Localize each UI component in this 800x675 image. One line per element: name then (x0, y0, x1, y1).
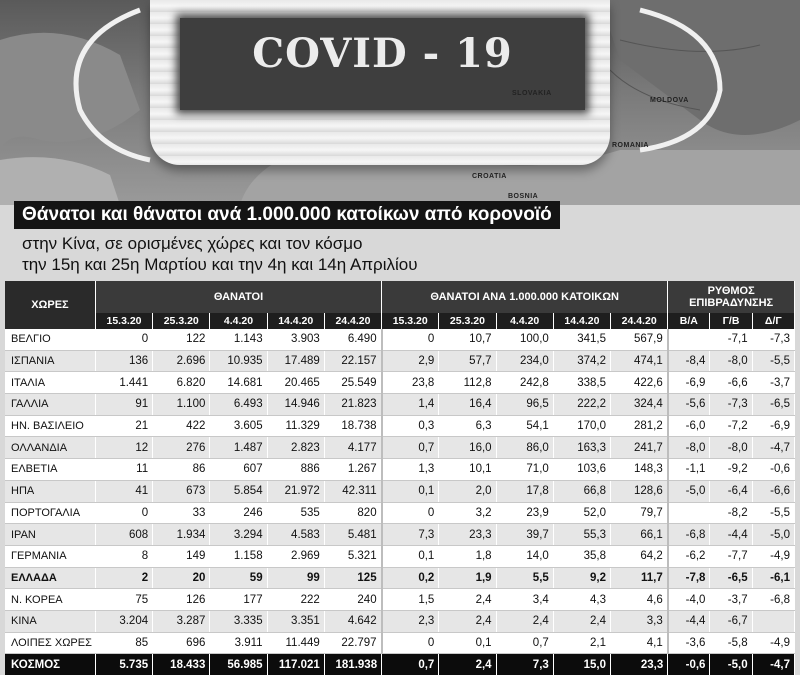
per-million-cell: 103,6 (553, 459, 610, 481)
deaths-cell: 5.481 (324, 524, 381, 546)
deaths-cell: 673 (153, 480, 210, 502)
deaths-cell: 6.490 (324, 329, 381, 350)
rate-cell: -6,8 (752, 589, 794, 611)
total-per-million-cell: 7,3 (496, 654, 553, 675)
header-date: 14.4.20 (553, 313, 610, 329)
per-million-cell: 39,7 (496, 524, 553, 546)
rate-cell: -8,0 (710, 350, 752, 372)
deaths-cell: 10.935 (210, 350, 267, 372)
date-header-row (5, 313, 795, 329)
per-million-cell: 23,8 (382, 372, 439, 394)
deaths-cell: 177 (210, 589, 267, 611)
deaths-cell: 3.294 (210, 524, 267, 546)
table-row (5, 329, 795, 350)
per-million-cell: 3,3 (611, 610, 668, 632)
country-name: ΟΛΛΑΝΔΙΑ (5, 437, 95, 459)
table-row (5, 632, 795, 654)
total-rate-cell: -5,0 (710, 654, 752, 675)
per-million-cell: 79,7 (611, 502, 668, 524)
map-region (0, 157, 120, 205)
per-million-cell: 96,5 (496, 394, 553, 416)
header-date: 15.3.20 (382, 313, 439, 329)
deaths-cell: 3.605 (210, 415, 267, 437)
per-million-cell: 374,2 (553, 350, 610, 372)
deaths-cell: 4.177 (324, 437, 381, 459)
header-deaths: ΘΑΝΑΤΟΙ (95, 281, 381, 313)
per-million-cell: 1,4 (382, 394, 439, 416)
rate-cell: -7,2 (710, 415, 752, 437)
table-row (5, 589, 795, 611)
rate-cell: -3,7 (710, 589, 752, 611)
per-million-cell: 86,0 (496, 437, 553, 459)
per-million-cell: 5,5 (496, 567, 553, 589)
deaths-cell: 18.738 (324, 415, 381, 437)
rate-cell: -4,9 (752, 545, 794, 567)
map-label: BOSNIA (508, 193, 539, 200)
per-million-cell: 281,2 (611, 415, 668, 437)
rate-cell: -3,6 (668, 632, 710, 654)
chart-title: Θάνατοι και θάνατοι ανά 1.000.000 κατοίκων από κορονοϊό (14, 201, 560, 229)
deaths-cell: 21.823 (324, 394, 381, 416)
map-label: CROATIA (472, 173, 507, 180)
per-million-cell: 1,5 (382, 589, 439, 611)
deaths-cell: 86 (153, 459, 210, 481)
per-million-cell: 55,3 (553, 524, 610, 546)
deaths-cell: 1.934 (153, 524, 210, 546)
rate-cell: -6,9 (668, 372, 710, 394)
per-million-cell: 2,4 (553, 610, 610, 632)
rate-cell: -4,0 (668, 589, 710, 611)
rate-cell: -6,1 (752, 567, 794, 589)
per-million-cell: 241,7 (611, 437, 668, 459)
deaths-cell: 6.820 (153, 372, 210, 394)
per-million-cell: 222,2 (553, 394, 610, 416)
header-date: 25.3.20 (439, 313, 496, 329)
total-deaths-cell: 181.938 (324, 654, 381, 675)
deaths-cell: 0 (95, 329, 152, 350)
table-row (5, 610, 795, 632)
deaths-cell: 4.583 (267, 524, 324, 546)
map-label: ROMANIA (612, 142, 649, 149)
per-million-cell: 341,5 (553, 329, 610, 350)
deaths-cell: 3.287 (153, 610, 210, 632)
rate-cell (752, 610, 794, 632)
rate-cell: -9,2 (710, 459, 752, 481)
per-million-cell: 1,8 (439, 545, 496, 567)
per-million-cell: 4,6 (611, 589, 668, 611)
country-name: ΙΣΠΑΝΙΑ (5, 350, 95, 372)
country-name: ΚΙΝΑ (5, 610, 95, 632)
rate-cell: -6,2 (668, 545, 710, 567)
rate-cell: -8,4 (668, 350, 710, 372)
table-body (5, 329, 795, 654)
rate-cell: -6,5 (752, 394, 794, 416)
deaths-cell: 3.903 (267, 329, 324, 350)
header-date: 24.4.20 (324, 313, 381, 329)
table-row (5, 415, 795, 437)
deaths-cell: 696 (153, 632, 210, 654)
per-million-cell: 234,0 (496, 350, 553, 372)
deaths-cell: 276 (153, 437, 210, 459)
country-name: ΕΛΛΑΔΑ (5, 567, 95, 589)
total-rate-cell: -4,7 (752, 654, 794, 675)
header-date: 4.4.20 (496, 313, 553, 329)
per-million-cell: 324,4 (611, 394, 668, 416)
per-million-cell: 16,0 (439, 437, 496, 459)
rate-cell (668, 329, 710, 350)
header-date: 15.3.20 (95, 313, 152, 329)
banner-title: COVID - 19 (252, 30, 513, 77)
deaths-cell: 14.681 (210, 372, 267, 394)
per-million-cell: 10,7 (439, 329, 496, 350)
per-million-cell: 0 (382, 502, 439, 524)
rate-cell: -5,0 (752, 524, 794, 546)
per-million-cell: 0,7 (382, 437, 439, 459)
country-name: ΠΟΡΤΟΓΑΛΙΑ (5, 502, 95, 524)
per-million-cell: 10,1 (439, 459, 496, 481)
per-million-cell: 35,8 (553, 545, 610, 567)
deaths-cell: 21 (95, 415, 152, 437)
deaths-cell: 20.465 (267, 372, 324, 394)
deaths-cell: 59 (210, 567, 267, 589)
rate-cell: -7,1 (710, 329, 752, 350)
per-million-cell: 11,7 (611, 567, 668, 589)
per-million-cell: 0,3 (382, 415, 439, 437)
deaths-cell: 2.969 (267, 545, 324, 567)
rate-cell: -6,4 (710, 480, 752, 502)
deaths-cell: 2.696 (153, 350, 210, 372)
map-label: SLOVAKIA (512, 90, 552, 97)
per-million-cell: 16,4 (439, 394, 496, 416)
deaths-cell: 21.972 (267, 480, 324, 502)
deaths-table (5, 281, 795, 675)
rate-cell: -7,8 (668, 567, 710, 589)
per-million-cell: 338,5 (553, 372, 610, 394)
deaths-cell: 6.493 (210, 394, 267, 416)
per-million-cell: 242,8 (496, 372, 553, 394)
deaths-cell: 240 (324, 589, 381, 611)
header-rate-column: Γ/Β (710, 313, 752, 329)
per-million-cell: 0,1 (382, 480, 439, 502)
total-deaths-cell: 56.985 (210, 654, 267, 675)
country-name: ΗΠΑ (5, 480, 95, 502)
per-million-cell: 148,3 (611, 459, 668, 481)
deaths-cell: 5.854 (210, 480, 267, 502)
deaths-cell: 1.158 (210, 545, 267, 567)
country-name: ΙΡΑΝ (5, 524, 95, 546)
rate-cell: -6,8 (668, 524, 710, 546)
per-million-cell: 128,6 (611, 480, 668, 502)
total-per-million-cell: 0,7 (382, 654, 439, 675)
per-million-cell: 14,0 (496, 545, 553, 567)
subtitle-line: στην Κίνα, σε ορισμένες χώρες και τον κόσμο (22, 234, 363, 253)
deaths-cell: 136 (95, 350, 152, 372)
country-name: ΓΕΡΜΑΝΙΑ (5, 545, 95, 567)
rate-cell: -7,7 (710, 545, 752, 567)
per-million-cell: 2,4 (439, 610, 496, 632)
per-million-cell: 112,8 (439, 372, 496, 394)
per-million-cell: 9,2 (553, 567, 610, 589)
per-million-cell: 64,2 (611, 545, 668, 567)
per-million-cell: 2,1 (553, 632, 610, 654)
per-million-cell: 1,9 (439, 567, 496, 589)
per-million-cell: 2,4 (496, 610, 553, 632)
deaths-cell: 246 (210, 502, 267, 524)
rate-cell: -6,7 (710, 610, 752, 632)
total-rate-cell: -0,6 (668, 654, 710, 675)
map-region (600, 0, 800, 135)
deaths-cell: 1.100 (153, 394, 210, 416)
rate-cell: -0,6 (752, 459, 794, 481)
per-million-cell: 2,3 (382, 610, 439, 632)
header-date: 25.3.20 (153, 313, 210, 329)
per-million-cell: 52,0 (553, 502, 610, 524)
table-row (5, 372, 795, 394)
deaths-cell: 1.267 (324, 459, 381, 481)
deaths-cell: 22.797 (324, 632, 381, 654)
per-million-cell: 0,1 (439, 632, 496, 654)
deaths-cell: 125 (324, 567, 381, 589)
deaths-cell: 12 (95, 437, 152, 459)
table-row (5, 350, 795, 372)
deaths-cell: 85 (95, 632, 152, 654)
total-row (5, 654, 795, 675)
header-rate-column: Β/Α (668, 313, 710, 329)
country-name: ΒΕΛΓΙΟ (5, 329, 95, 350)
map-label: MOLDOVA (650, 97, 689, 104)
deaths-cell: 8 (95, 545, 152, 567)
total-per-million-cell: 2,4 (439, 654, 496, 675)
rate-cell: -6,6 (710, 372, 752, 394)
rate-cell: -4,4 (668, 610, 710, 632)
deaths-cell: 4.642 (324, 610, 381, 632)
country-name: ΕΛΒΕΤΙΑ (5, 459, 95, 481)
total-deaths-cell: 117.021 (267, 654, 324, 675)
deaths-cell: 11.329 (267, 415, 324, 437)
deaths-cell: 0 (95, 502, 152, 524)
deaths-cell: 25.549 (324, 372, 381, 394)
rate-cell: -7,3 (752, 329, 794, 350)
header-date: 4.4.20 (210, 313, 267, 329)
per-million-cell: 3,2 (439, 502, 496, 524)
per-million-cell: 3,4 (496, 589, 553, 611)
rate-cell: -6,6 (752, 480, 794, 502)
header-rate-column: Δ/Γ (752, 313, 794, 329)
deaths-cell: 11 (95, 459, 152, 481)
per-million-cell: 474,1 (611, 350, 668, 372)
map-region (0, 33, 140, 150)
rate-cell: -7,3 (710, 394, 752, 416)
country-name: ΛΟΙΠΕΣ ΧΩΡΕΣ (5, 632, 95, 654)
rate-cell: -4,7 (752, 437, 794, 459)
subtitle-line: την 15η και 25η Μαρτίου και την 4η και 14η Απριλίου (22, 255, 418, 274)
per-million-cell: 0 (382, 632, 439, 654)
deaths-cell: 5.321 (324, 545, 381, 567)
deaths-cell: 3.911 (210, 632, 267, 654)
table-row (5, 502, 795, 524)
rate-cell: -6,9 (752, 415, 794, 437)
table-row (5, 437, 795, 459)
per-million-cell: 567,9 (611, 329, 668, 350)
deaths-cell: 22.157 (324, 350, 381, 372)
deaths-cell: 3.204 (95, 610, 152, 632)
deaths-cell: 3.335 (210, 610, 267, 632)
table-row (5, 567, 795, 589)
country-name: ΙΤΑΛΙΑ (5, 372, 95, 394)
per-million-cell: 163,3 (553, 437, 610, 459)
deaths-cell: 222 (267, 589, 324, 611)
rate-cell: -5,5 (752, 350, 794, 372)
per-million-cell: 23,3 (439, 524, 496, 546)
per-million-cell: 6,3 (439, 415, 496, 437)
header-date: 24.4.20 (611, 313, 668, 329)
per-million-cell: 0,2 (382, 567, 439, 589)
per-million-cell: 2,4 (439, 589, 496, 611)
rate-cell: -1,1 (668, 459, 710, 481)
deaths-cell: 20 (153, 567, 210, 589)
rate-cell: -8,0 (668, 437, 710, 459)
deaths-cell: 608 (95, 524, 152, 546)
table-row (5, 480, 795, 502)
deaths-cell: 422 (153, 415, 210, 437)
rate-cell: -6,0 (668, 415, 710, 437)
per-million-cell: 66,8 (553, 480, 610, 502)
deaths-cell: 41 (95, 480, 152, 502)
per-million-cell: 66,1 (611, 524, 668, 546)
rate-cell (668, 502, 710, 524)
deaths-cell: 75 (95, 589, 152, 611)
deaths-cell: 1.143 (210, 329, 267, 350)
per-million-cell: 17,8 (496, 480, 553, 502)
deaths-cell: 91 (95, 394, 152, 416)
per-million-cell: 0,1 (382, 545, 439, 567)
per-million-cell: 0 (382, 329, 439, 350)
table-row (5, 524, 795, 546)
rate-cell: -8,0 (710, 437, 752, 459)
country-name: Ν. ΚΟΡΕΑ (5, 589, 95, 611)
deaths-cell: 33 (153, 502, 210, 524)
per-million-cell: 4,3 (553, 589, 610, 611)
deaths-cell: 607 (210, 459, 267, 481)
deaths-cell: 886 (267, 459, 324, 481)
deaths-cell: 535 (267, 502, 324, 524)
total-label: ΚΟΣΜΟΣ (5, 654, 95, 675)
hero-image (0, 0, 800, 205)
rate-cell: -5,8 (710, 632, 752, 654)
total-deaths-cell: 5.735 (95, 654, 152, 675)
per-million-cell: 7,3 (382, 524, 439, 546)
deaths-cell: 820 (324, 502, 381, 524)
table-row (5, 545, 795, 567)
deaths-cell: 2 (95, 567, 152, 589)
deaths-cell: 126 (153, 589, 210, 611)
deaths-cell: 3.351 (267, 610, 324, 632)
rate-cell: -6,5 (710, 567, 752, 589)
total-per-million-cell: 23,3 (611, 654, 668, 675)
total-deaths-cell: 18.433 (153, 654, 210, 675)
per-million-cell: 100,0 (496, 329, 553, 350)
deaths-cell: 122 (153, 329, 210, 350)
rate-cell: -5,5 (752, 502, 794, 524)
deaths-cell: 2.823 (267, 437, 324, 459)
total-per-million-cell: 15,0 (553, 654, 610, 675)
per-million-cell: 0,7 (496, 632, 553, 654)
per-million-cell: 1,3 (382, 459, 439, 481)
deaths-cell: 99 (267, 567, 324, 589)
country-name: ΗΝ. ΒΑΣΙΛΕΙΟ (5, 415, 95, 437)
per-million-cell: 170,0 (553, 415, 610, 437)
deaths-cell: 149 (153, 545, 210, 567)
country-name: ΓΑΛΛΙΑ (5, 394, 95, 416)
table-row (5, 459, 795, 481)
rate-cell: -5,0 (668, 480, 710, 502)
deaths-cell: 14.946 (267, 394, 324, 416)
header-date: 14.4.20 (267, 313, 324, 329)
header-countries: ΧΩΡΕΣ (5, 281, 95, 329)
per-million-cell: 2,9 (382, 350, 439, 372)
per-million-cell: 23,9 (496, 502, 553, 524)
header-rate: ΡΥΘΜΟΣ ΕΠΙΒΡΑΔΥΝΣΗΣ (668, 281, 795, 313)
per-million-cell: 422,6 (611, 372, 668, 394)
per-million-cell: 2,0 (439, 480, 496, 502)
rate-cell: -4,4 (710, 524, 752, 546)
rate-cell: -3,7 (752, 372, 794, 394)
per-million-cell: 57,7 (439, 350, 496, 372)
per-million-cell: 71,0 (496, 459, 553, 481)
deaths-cell: 17.489 (267, 350, 324, 372)
rate-cell: -5,6 (668, 394, 710, 416)
deaths-cell: 1.441 (95, 372, 152, 394)
deaths-cell: 42.311 (324, 480, 381, 502)
per-million-cell: 54,1 (496, 415, 553, 437)
per-million-cell: 4,1 (611, 632, 668, 654)
rate-cell: -4,9 (752, 632, 794, 654)
subtitle (22, 233, 418, 275)
table-row (5, 394, 795, 416)
rate-cell: -8,2 (710, 502, 752, 524)
deaths-cell: 1.487 (210, 437, 267, 459)
header-deaths-per-million: ΘΑΝΑΤΟΙ ΑΝΑ 1.000.000 ΚΑΤΟΙΚΩΝ (382, 281, 668, 313)
deaths-cell: 11.449 (267, 632, 324, 654)
